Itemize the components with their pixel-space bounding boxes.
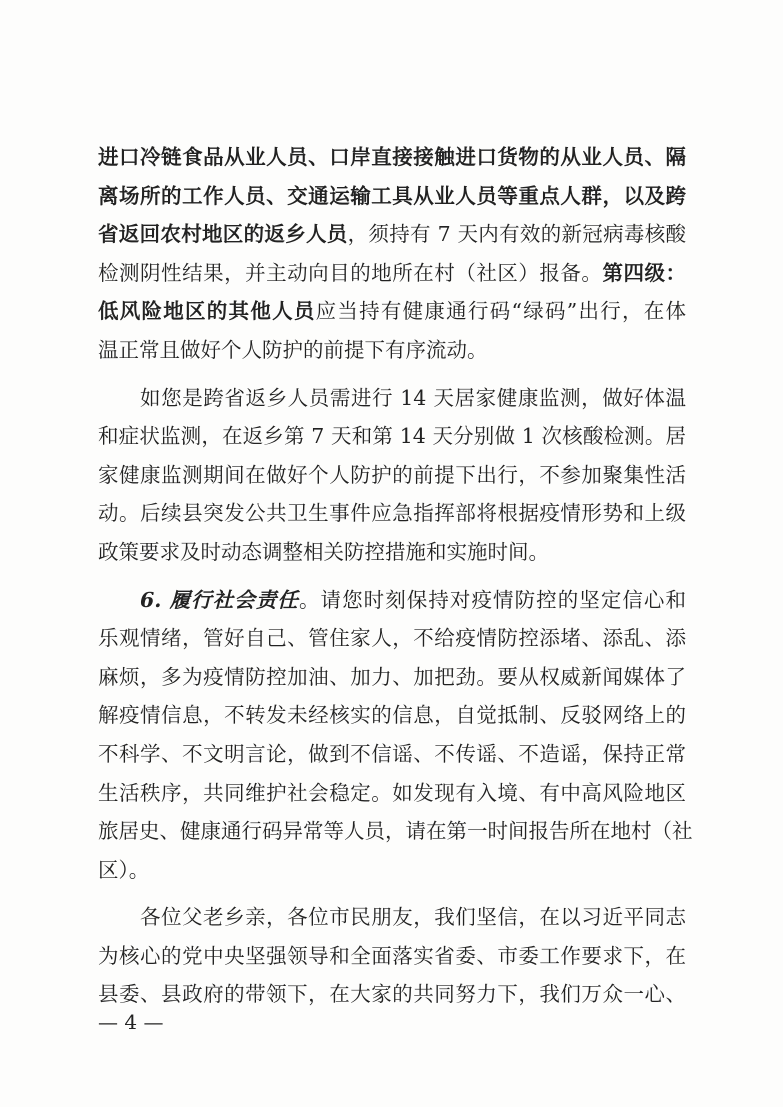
- body-text: [98, 138, 693, 1014]
- text-line: 麻烦，多为疫情防控加油、加力、加把劲。要从权威新闻媒体了: [98, 664, 686, 689]
- paragraph-home-monitoring: [98, 379, 686, 572]
- text-line: 乐观情绪，管好自己、管住家人，不给疫情防控添堵、添乱、添: [98, 626, 686, 651]
- paragraph-social-responsibility: [98, 581, 693, 890]
- text-line: 政策要求及时动态调整相关防控措施和实施时间。: [98, 539, 549, 564]
- text-line: 家健康监测期间在做好个人防护的前提下出行，不参加聚集性活: [98, 462, 686, 487]
- paragraph-risk-levels: [98, 138, 686, 370]
- section-heading: 6. 履行社会责任: [140, 587, 299, 612]
- text-line: 县委、县政府的带领下，在大家的共同努力下，我们万众一心、: [98, 982, 686, 1007]
- text-line: 解疫情信息，不转发未经核实的信息，自觉抵制、反驳网络上的: [98, 703, 686, 728]
- text-line: 6. 履行社会责任。请您时刻保持对疫情防控的坚定信心和: [140, 587, 686, 612]
- text-line: 和症状监测，在返乡第 7 天和第 14 天分别做 1 次核酸检测。居: [98, 424, 686, 449]
- text-line: 为核心的党中央坚强领导和全面落实省委、市委工作要求下，在: [98, 943, 686, 968]
- text-line: 进口冷链食品从业人员、口岸直接接触进口货物的从业人员、隔: [98, 145, 686, 169]
- text-line: 不科学、不文明言论，做到不信谣、不传谣、不造谣，保持正常: [98, 741, 686, 766]
- page-number: — 4 —: [98, 1010, 164, 1034]
- text-line: 如您是跨省返乡人员需进行 14 天居家健康监测，做好体温: [140, 385, 686, 410]
- text-line: 温正常且做好个人防护的前提下有序流动。: [98, 337, 488, 362]
- paragraph-closing-appeal: [98, 898, 686, 1014]
- text-line: 旅居史、健康通行码异常等人员，请在第一时间报告所在地村（社: [98, 819, 693, 844]
- text-line: 省返回农村地区的返乡人员，须持有 7 天内有效的新冠病毒核酸: [98, 222, 686, 247]
- text-line: 生活秩序，共同维护社会稳定。如发现有入境、有中高风险地区: [98, 780, 686, 805]
- text-line: 低风险地区的其他人员应当持有健康通行码“绿码”出行，在体: [98, 299, 686, 324]
- text-line: 动。后续县突发公共卫生事件应急指挥部将根据疫情形势和上级: [98, 501, 686, 526]
- text-line: 离场所的工作人员、交通运输工具从业人员等重点人群，以及跨: [98, 183, 686, 208]
- text-line: 区）。: [98, 857, 150, 882]
- text-line: 检测阴性结果，并主动向目的地所在村（社区）报备。第四级：: [98, 260, 687, 285]
- text-line: 各位父老乡亲，各位市民朋友，我们坚信，在以习近平同志: [140, 905, 686, 930]
